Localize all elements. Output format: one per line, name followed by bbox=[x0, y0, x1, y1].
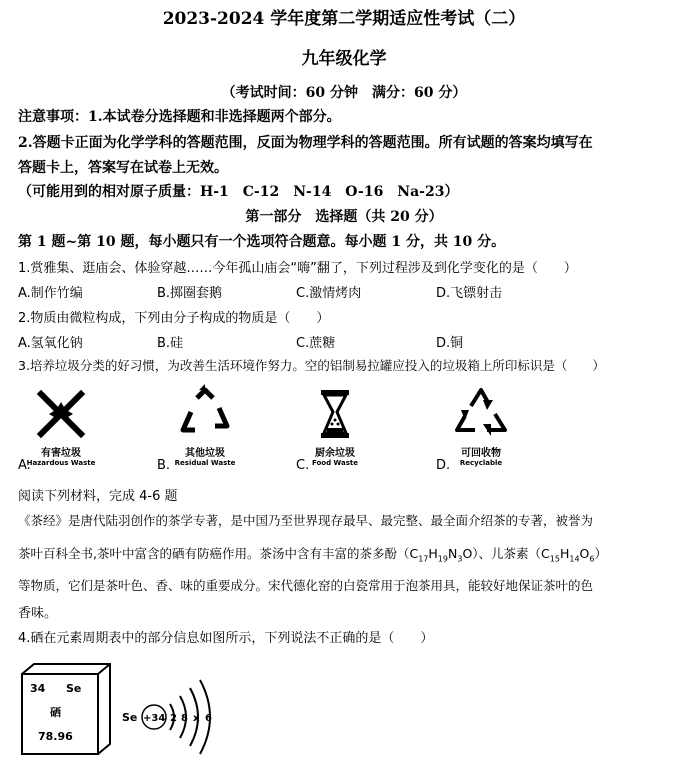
reading-paragraph-1: 《茶经》是唐代陆羽创作的茶学专著，是中国乃至世界现存最早、最完整、最全面介绍茶的专著，被誉为 bbox=[18, 513, 594, 528]
question-3-stem: 3.培养垃圾分类的好习惯，为改善生活环境作努力。空的铝制易拉罐应投入的垃圾箱上所印标识是（ ） bbox=[18, 358, 605, 373]
notes-line-3: 答题卡上，答案写在试卷上无效。 bbox=[18, 160, 228, 176]
reading-p2-part-e: H bbox=[559, 546, 570, 561]
hazardous-label-en: Hazardous Waste bbox=[26, 459, 96, 467]
food-waste-icon bbox=[305, 384, 365, 444]
reading-p2-part-g: ） bbox=[594, 546, 607, 561]
recyclable-icon bbox=[451, 384, 511, 444]
residual-label-cn: 其他垃圾 bbox=[185, 448, 225, 459]
notes-line-1: 注意事项：1.本试卷分选择题和非选择题两个部分。 bbox=[18, 109, 341, 125]
selenium-atomic-structure bbox=[118, 660, 228, 770]
shell-electrons-3: x bbox=[193, 713, 200, 724]
question-3-letter-a: A. bbox=[18, 458, 31, 473]
formula-sub-h19: 19 bbox=[437, 554, 448, 564]
atomic-mass-note: （可能用到的相对原子质量：H-1 C-12 N-14 O-16 Na-23） bbox=[18, 184, 459, 200]
formula-sub-c17: 17 bbox=[418, 554, 429, 564]
reading-p2-part-a: 茶叶百科全书,茶叶中富含的硒有防癌作用。茶汤中含有丰富的茶多酚（C bbox=[18, 546, 419, 561]
question-2-option-c: C.蔗糖 bbox=[296, 336, 336, 351]
recyclable-label-cn: 可回收物 bbox=[461, 448, 501, 459]
question-3-option-d bbox=[426, 384, 536, 467]
notes-line-2: 2.答题卡正面为化学学科的答题范围，反面为物理学科的答题范围。所有试题的答案均填写在 bbox=[18, 135, 593, 151]
reading-paragraph-4: 香味。 bbox=[18, 606, 58, 621]
recyclable-label-en: Recyclable bbox=[459, 459, 503, 467]
question-2-option-b: B.硅 bbox=[157, 336, 184, 351]
reading-p2-part-f: O bbox=[579, 546, 590, 561]
food-waste-label-en: Food Waste bbox=[311, 459, 359, 467]
formula-sub-h14: 14 bbox=[569, 554, 580, 564]
hazardous-label-cn: 有害垃圾 bbox=[41, 448, 81, 459]
exam-info: （考试时间：60 分钟 满分：60 分） bbox=[221, 85, 467, 101]
question-1-option-b: B.掷圈套鹅 bbox=[157, 286, 223, 301]
question-1-option-c: C.激情烤肉 bbox=[296, 286, 362, 301]
formula-sub-c15: 15 bbox=[549, 554, 560, 564]
question-2-option-d: D.铜 bbox=[436, 336, 464, 351]
question-2-stem: 2.物质由微粒构成，下列由分子构成的物质是（ ） bbox=[18, 311, 330, 326]
reading-p2-part-c: N bbox=[447, 546, 458, 561]
reading-p2-part-b: H bbox=[428, 546, 438, 561]
element-atomic-number: 34 bbox=[30, 682, 46, 695]
question-3-option-a bbox=[6, 384, 116, 467]
question-1-option-a: A.制作竹编 bbox=[18, 286, 83, 301]
residual-label-en: Residual Waste bbox=[174, 459, 236, 467]
question-3-letter-b: B. bbox=[157, 458, 171, 473]
selenium-element-box bbox=[18, 660, 118, 760]
atom-nucleus-charge: +34 bbox=[143, 713, 166, 724]
exam-subject: 九年级化学 bbox=[301, 49, 387, 69]
question-3-option-b bbox=[150, 384, 260, 467]
element-atomic-mass: 78.96 bbox=[38, 730, 73, 743]
question-1-stem: 1.赏雅集、逛庙会、体验穿越……今年孤山庙会“嗨”翻了，下列过程涉及到化学变化的是（ ） bbox=[18, 261, 577, 276]
reading-intro: 阅读下列材料，完成 4-6 题 bbox=[18, 489, 178, 504]
element-name: 硒 bbox=[50, 706, 61, 719]
question-3-option-c bbox=[280, 384, 390, 467]
reading-paragraph-3: 等物质，它们是茶叶色、香、味的重要成分。宋代德化窑的白瓷常用于泡茶用具，能较好地保证茶叶的色 bbox=[18, 578, 594, 593]
exam-title: 2023-2024 学年度第二学期适应性考试（二） bbox=[162, 9, 526, 29]
hazardous-waste-icon bbox=[31, 384, 91, 444]
reading-paragraph-2 bbox=[18, 544, 607, 564]
atom-symbol: Se bbox=[122, 711, 138, 724]
question-2-option-a: A.氢氧化钠 bbox=[18, 336, 83, 351]
formula-sub-n3: 3 bbox=[457, 554, 463, 564]
question-1-option-d: D.飞镖射击 bbox=[436, 286, 503, 301]
part1-title: 第一部分 选择题（共 20 分） bbox=[245, 209, 443, 225]
residual-waste-icon bbox=[175, 384, 235, 444]
question-3-letter-c: C. bbox=[296, 458, 310, 473]
question-3-letter-d: D. bbox=[436, 458, 451, 473]
reading-p2-part-d: O）、儿茶素（C bbox=[462, 546, 550, 561]
shell-electrons-2: 8 bbox=[181, 713, 188, 724]
element-symbol: Se bbox=[66, 682, 82, 695]
question-4-stem: 4.硒在元素周期表中的部分信息如图所示，下列说法不正确的是（ ） bbox=[18, 631, 434, 646]
shell-electrons-1: 2 bbox=[170, 713, 177, 724]
food-waste-label-cn: 厨余垃圾 bbox=[315, 448, 355, 459]
formula-sub-o6: 6 bbox=[589, 554, 595, 564]
part1-instruction: 第 1 题~第 10 题，每小题只有一个选项符合题意。每小题 1 分，共 10 分。 bbox=[18, 234, 506, 250]
shell-electrons-4: 6 bbox=[205, 713, 212, 724]
